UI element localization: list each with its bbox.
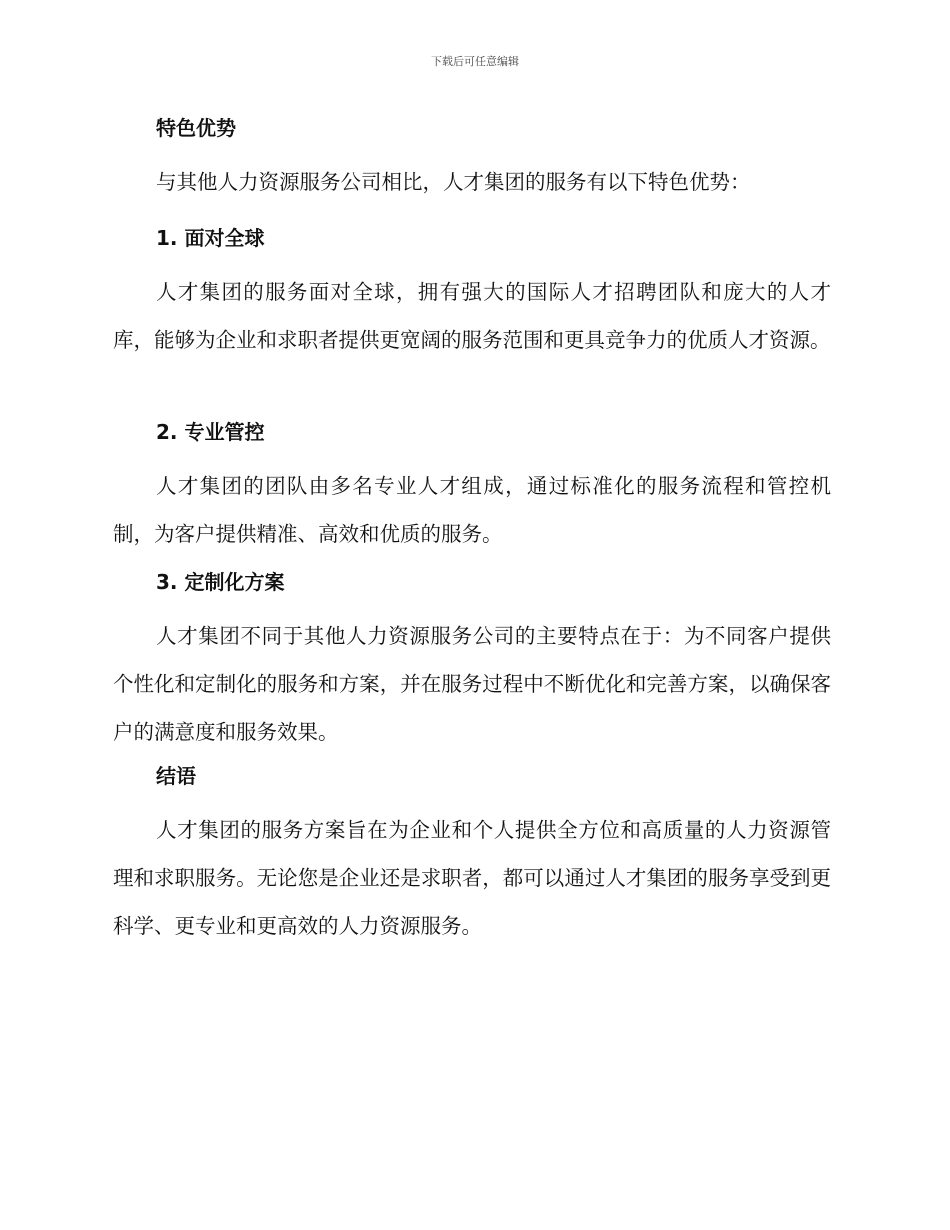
page-header: 下载后可任意编辑 (431, 55, 519, 68)
section-heading-custom: 3. 定制化方案 (156, 570, 285, 594)
control-paragraph: 人才集团的团队由多名专业人才组成，通过标准化的服务流程和管控机制，为客户提供精准、高效和优质的服务。 (113, 474, 831, 546)
section-heading-conclusion: 结语 (156, 764, 196, 788)
global-paragraph: 人才集团的服务面对全球，拥有强大的国际人才招聘团队和庞大的人才库，能够为企业和求职者提供更宽阔的服务范围和更具竞争力的优质人才资源。 (113, 280, 831, 352)
intro-paragraph: 与其他人力资源服务公司相比，人才集团的服务有以下特色优势： (156, 170, 751, 194)
custom-paragraph: 人才集团不同于其他人力资源服务公司的主要特点在于：为不同客户提供个性化和定制化的服务和方案，并在服务过程中不断优化和完善方案，以确保客户的满意度和服务效果。 (113, 624, 831, 744)
section-heading-global: 1. 面对全球 (156, 226, 265, 250)
section-heading-features: 特色优势 (156, 116, 236, 140)
conclusion-paragraph: 人才集团的服务方案旨在为企业和个人提供全方位和高质量的人力资源管理和求职服务。无论您是企业还是求职者，都可以通过人才集团的服务享受到更科学、更专业和更高效的人力资源服务。 (113, 818, 831, 938)
section-heading-control: 2. 专业管控 (156, 420, 265, 444)
